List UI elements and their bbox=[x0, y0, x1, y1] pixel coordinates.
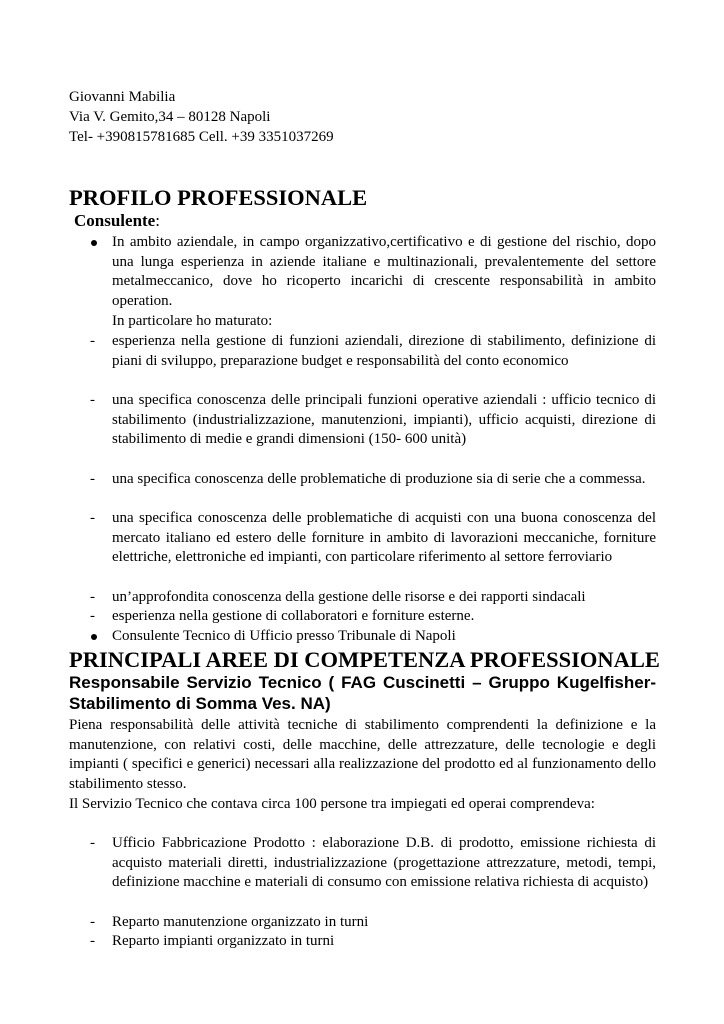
profile-item-5: un’approfondita conoscenza della gestione delle risorse e dei rapporti sindacali bbox=[112, 589, 586, 605]
contact-address: Via V. Gemito,34 – 80128 Napoli bbox=[69, 109, 271, 125]
role-label bbox=[74, 211, 160, 231]
contact-block bbox=[69, 87, 334, 147]
profile-item-6: esperienza nella gestione di collaboratori e forniture esterne. bbox=[112, 608, 475, 624]
profile-item-4: una specifica conoscenza delle problematiche di acquisti con una buona conoscenza del mercato italiano ed estero delle forniture in ambito di lavorazioni meccaniche, forniture elettriche, elettroniche ed impianti, con particolare riferimento al settore ferroviario bbox=[112, 510, 656, 566]
role-colon: : bbox=[155, 211, 160, 230]
areas-item-2: Reparto manutenzione organizzato in turni bbox=[112, 914, 369, 930]
dash-marker: - bbox=[90, 933, 95, 949]
areas-para-1: Piena responsabilità delle attività tecniche di stabilimento comprendenti la definizione e la manutenzione, con relativi costi, delle macchine, delle attrezzature, delle tecnologie e degli impianti ( specifici e generici) necessari alla realizzazione del prodotto ed al funzionamento dello stabilimento stesso. bbox=[69, 717, 656, 793]
dash-marker: - bbox=[90, 333, 95, 349]
dash-marker: - bbox=[90, 510, 95, 526]
dash-marker: - bbox=[90, 608, 95, 624]
bullet-dot-icon bbox=[91, 634, 97, 640]
profile-item-2: una specifica conoscenza delle principali funzioni operative aziendali : ufficio tecnico di stabilimento (industrializzazione, manutenzioni, impianti), ufficio acquisti, direzione di stabilimento di medie e grandi dimensioni (150- 600 unità) bbox=[112, 392, 656, 448]
areas-heading: PRINCIPALI AREE DI COMPETENZA PROFESSIONALE bbox=[69, 647, 660, 672]
areas-item-3: Reparto impianti organizzato in turni bbox=[112, 933, 335, 949]
contact-name: Giovanni Mabilia bbox=[69, 89, 176, 105]
dash-marker: - bbox=[90, 589, 95, 605]
dash-marker: - bbox=[90, 471, 95, 487]
profile-ctu: Consulente Tecnico di Ufficio presso Tribunale di Napoli bbox=[112, 628, 456, 644]
areas-para-2: Il Servizio Tecnico che contava circa 100 persone tra impiegati ed operai comprendeva: bbox=[69, 796, 595, 812]
areas-item-1: Ufficio Fabbricazione Prodotto : elaborazione D.B. di prodotto, emissione richiesta di acquisto materiali diretti, industrializzazione (progettazione attrezzature, metodi, tempi, definizione macchine e materiali di consumo con emissione relativa richiesta di acquisto) bbox=[112, 835, 656, 891]
bullet-dot-icon bbox=[91, 240, 97, 246]
dash-marker: - bbox=[90, 914, 95, 930]
profile-heading: PROFILO PROFESSIONALE bbox=[69, 185, 368, 210]
contact-phone: Tel- +390815781685 Cell. +39 3351037269 bbox=[69, 129, 334, 145]
role-label-text: Consulente bbox=[74, 211, 156, 230]
profile-intro: In ambito aziendale, in campo organizzativo,certificativo e di gestione del rischio, dopo una lunga esperienza in aziende italiane e multinazionali, prevalentemente del settore metalmeccanico, dove ho ricoperto incarichi di crescente responsabilità in ambito operation. bbox=[112, 234, 656, 310]
areas-role: Responsabile Servizio Tecnico ( FAG Cuscinetti – Gruppo Kugelfisher- Stabilimento di Somma Ves. NA) bbox=[69, 673, 656, 713]
profile-particolare: In particolare ho maturato: bbox=[112, 313, 273, 329]
dash-marker: - bbox=[90, 392, 95, 408]
dash-marker: - bbox=[90, 835, 95, 851]
profile-item-1: esperienza nella gestione di funzioni aziendali, direzione di stabilimento, definizione di piani di sviluppo, preparazione budget e responsabilità del conto economico bbox=[112, 333, 656, 369]
profile-item-3: una specifica conoscenza delle problematiche di produzione sia di serie che a commessa. bbox=[112, 471, 646, 487]
